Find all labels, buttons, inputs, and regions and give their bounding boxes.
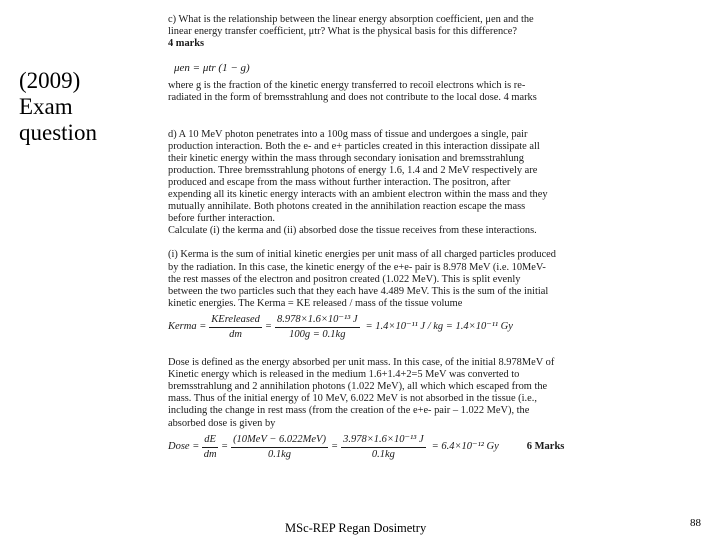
side-label-year: (2009) [19, 68, 81, 93]
fraction-numerator: KEreleased [209, 314, 262, 328]
kerma-answer-line: kinetic energies. The Kerma = KE released / mass of the tissue volume [168, 297, 463, 309]
dose-fraction-2 [231, 434, 328, 461]
dose-answer-line: bremsstrahlung and 2 annihilation photons (1.022 MeV), all which which escaped from the [168, 381, 548, 393]
dose-answer-line: Kinetic energy which is released in the medium 1.6+1.4+2=5 MeV was converted to [168, 369, 520, 381]
dose-answer-line: including the change in rest mass (from the creation of the e+e- pair – 1.022 MeV), the [168, 405, 530, 417]
question-d-line: their kinetic energy within the mass through secondary ionisation and bremsstrahlung [168, 152, 524, 164]
question-c-line: linear energy transfer coefficient, μtr? What is the physical basis for this difference? [168, 26, 517, 38]
dose-marks: 6 Marks [526, 441, 565, 453]
question-d-line: d) A 10 MeV photon penetrates into a 100g mass of tissue and undergoes a single, pair [168, 128, 528, 140]
dose-equation: Dose = $\frac{dE}{dm}$ = $\frac{\text{(10MeV − 6.022MeV)}}{0.1kg}$ = $\frac{\text{3.978×1.6×10⁻¹³ J}}{0.1kg}$ = 6.4×10⁻¹² Gy 6 Marks [168, 433, 565, 460]
kerma-equation-result: = 1.4×10⁻¹¹ J / kg = 1.4×10⁻¹¹ Gy [365, 321, 513, 333]
fraction-numerator: 3.978×1.6×10⁻¹³ J [341, 434, 426, 448]
fraction-denominator: dm [229, 328, 243, 340]
question-d-line: produced and escape from the mass without further interaction. The positron, after [168, 176, 511, 188]
attenuation-equation: μen = μtr (1 − g) [174, 62, 250, 75]
kerma-equation: Kerma = $\frac{\text{KEreleased}}{dm}$ = $\frac{\text{8.978×1.6×10⁻¹³ J}}{100g = 0.1kg}$ = 1.4×10⁻¹¹ J / kg = 1.4×10⁻¹¹ Gy [168, 313, 513, 340]
question-d-line: expending all its kinetic energy interacts with an ambient electron within the mass and they [168, 189, 548, 201]
dose-fraction-3 [341, 434, 426, 461]
question-d-line: production interaction. Both the e- and e+ particles created in this interaction dissipate all [168, 140, 540, 152]
fraction-denominator: 0.1kg [267, 448, 292, 460]
kerma-answer-line: between the two particles such that they each have 4.489 MeV. This is the sum of the initial [168, 285, 549, 297]
kerma-fraction-1 [209, 314, 262, 341]
slide-footer: MSc-REP Regan Dosimetry [285, 521, 427, 535]
dose-fraction-1 [202, 434, 218, 461]
dose-equation-lhs: Dose = [168, 441, 200, 453]
dose-answer-line: mass. Thus of the initial energy of 10 MeV, 6.022 MeV is not absorbed in the tissue (i.e., [168, 393, 537, 405]
kerma-fraction-2 [275, 314, 360, 341]
question-d-line: mutually annihilate. Both photons created in the annihilation reaction escape the mass [168, 201, 526, 213]
side-label-question: question [19, 120, 97, 145]
fraction-numerator: dE [202, 434, 218, 448]
question-c-answer-line: radiated in the form of bremsstrahlung and does not contribute to the local dose. 4 marks [168, 92, 537, 104]
question-c-line: c) What is the relationship between the linear energy absorption coefficient, μen and the [168, 14, 534, 25]
fraction-denominator: 0.1kg [371, 448, 395, 460]
question-d-line: Calculate (i) the kerma and (ii) absorbed dose the tissue receives from these interactions. [168, 225, 537, 237]
dose-equation-result: = 6.4×10⁻¹² Gy [431, 441, 499, 453]
page-number: 88 [690, 517, 701, 529]
kerma-answer-line: by the radiation. In this case, the kinetic energy of the e+e- pair is 8.978 MeV (i.e. 10MeV- [168, 261, 546, 273]
question-c-answer-line: where g is the fraction of the kinetic energy transferred to recoil electrons which is re- [168, 80, 526, 92]
kerma-answer-line: (i) Kerma is the sum of initial kinetic energies per unit mass of all charged particles produced [168, 249, 556, 261]
kerma-equation-lhs: Kerma = [168, 321, 207, 333]
dose-answer-line: absorbed dose is given by [168, 417, 276, 429]
question-d-line: production. Three bremsstrahlung photons of energy 1.6, 1.4 and 2 MeV respectively are [168, 164, 538, 176]
dose-answer-line: Dose is defined as the energy absorbed per unit mass. In this case, of the initial 8.978MeV of [168, 357, 555, 369]
scanned-exam-page [168, 14, 608, 465]
slide-side-label [19, 68, 97, 146]
side-label-exam: Exam [19, 94, 73, 119]
fraction-denominator: dm [203, 448, 217, 460]
fraction-numerator: 8.978×1.6×10⁻¹³ J [275, 314, 360, 328]
kerma-answer-line: the rest masses of the electron and positron created (1.022 MeV). This is split evenly [168, 273, 521, 285]
fraction-denominator: 100g = 0.1kg [289, 328, 346, 340]
question-c-marks: 4 marks [168, 38, 205, 50]
question-d-line: before further interaction. [168, 213, 276, 225]
fraction-numerator: (10MeV − 6.022MeV) [231, 434, 328, 448]
